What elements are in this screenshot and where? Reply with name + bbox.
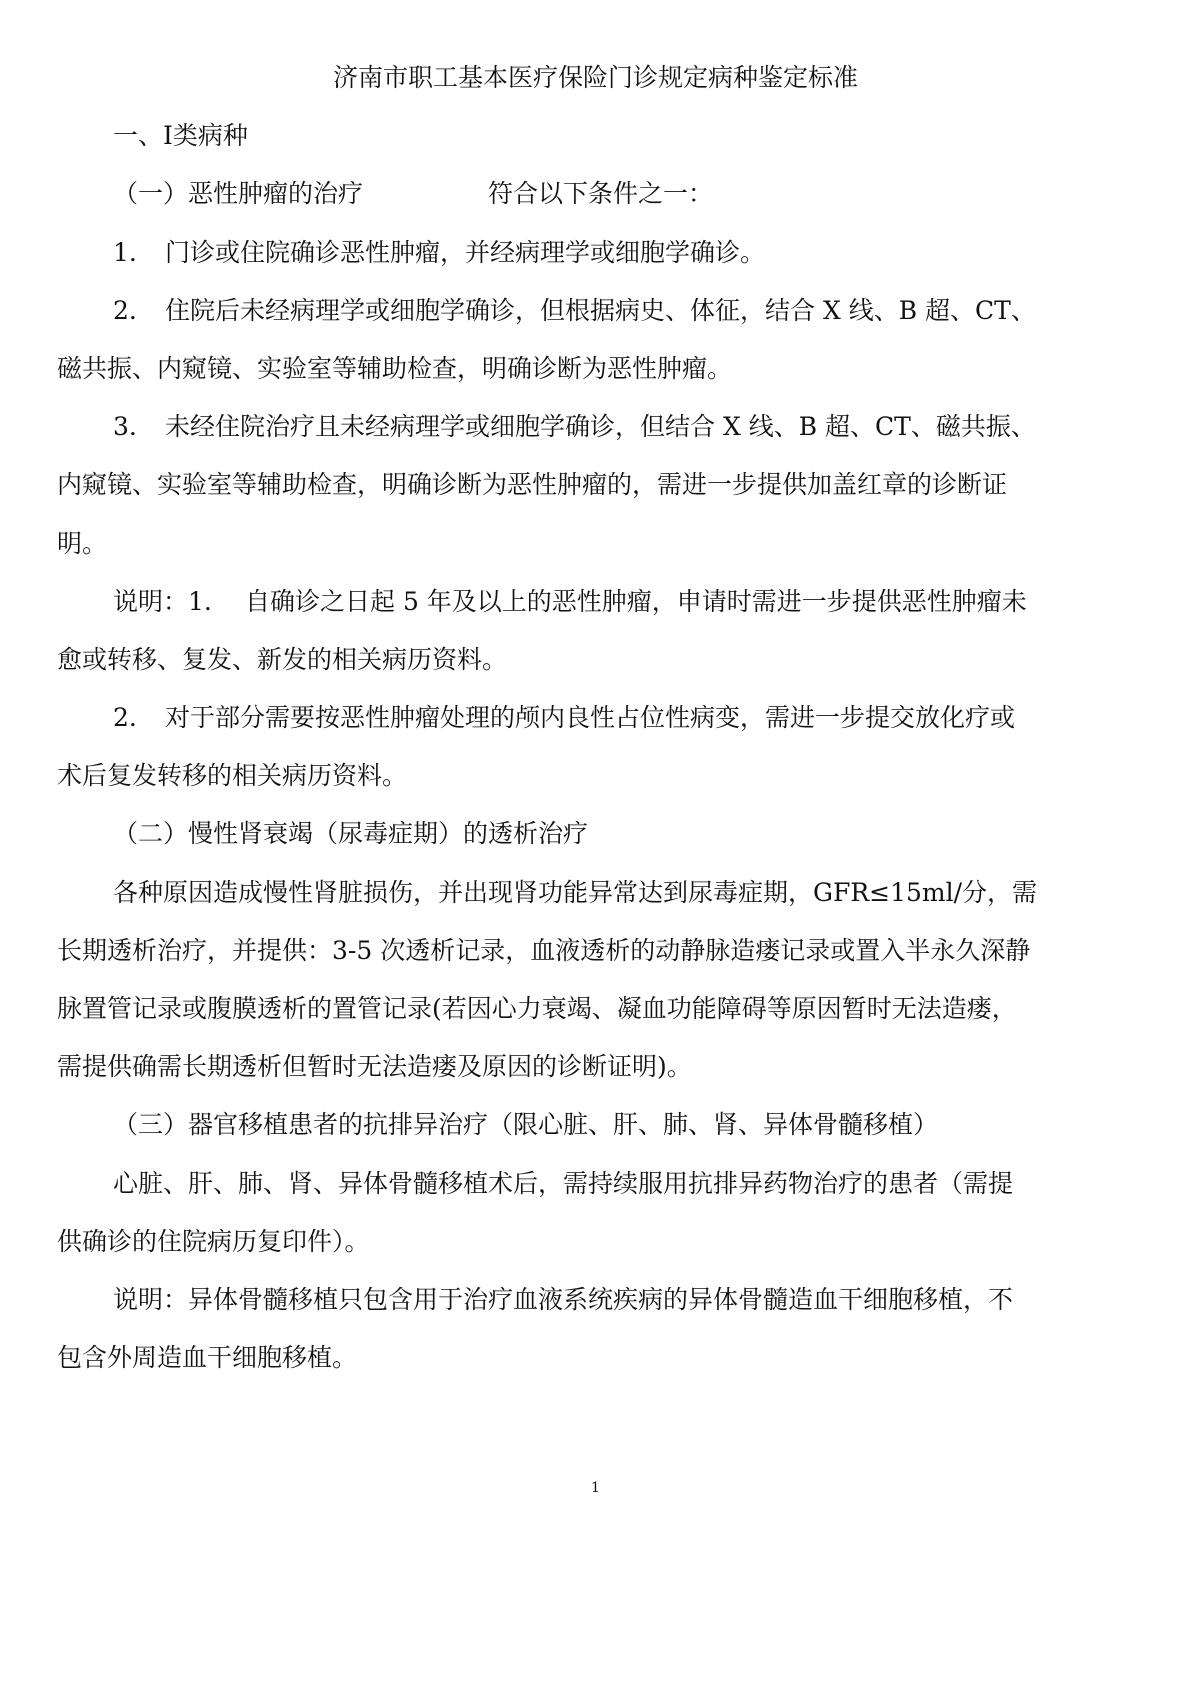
list-item: [0, 398, 1191, 456]
note-line: 说明：异体骨髓移植只包含用于治疗血液系统疾病的异体骨髓造血干细胞移植，不: [113, 1284, 1014, 1314]
list-item: [0, 282, 1191, 340]
text-line: 脉置管记录或腹膜透析的置管记录(若因心力衰竭、凝血功能障碍等原因暂时无法造瘘，: [57, 994, 1017, 1023]
text-line: 愈或转移、复发、新发的相关病历资料。: [57, 644, 508, 674]
note-label: 说明：1.: [113, 586, 212, 616]
subsection-heading: [0, 165, 1191, 223]
subsection-heading: （三）器官移植患者的抗排异治疗（限心脏、肝、肺、肾、异体骨髓移植）: [113, 1110, 939, 1140]
text-line: 供确诊的住院病历复印件）。: [57, 1226, 370, 1256]
text-line: 明。: [57, 528, 108, 558]
note-line: 包含外周造血干细胞移植。: [57, 1343, 358, 1373]
text-line: 磁共振、内窥镜、实验室等辅助检查，明确诊断为恶性肿瘤。: [57, 353, 733, 383]
text-line: 心脏、肝、肺、肾、异体骨髓移植术后，需持续服用抗排异药物治疗的患者（需提: [113, 1168, 1014, 1198]
page-number: 1: [591, 1480, 600, 1496]
item-number: 2.: [113, 703, 137, 733]
item-number: 1.: [113, 237, 137, 267]
text-line: 术后复发转移的相关病历资料。: [57, 761, 408, 791]
note-item: [0, 689, 1191, 747]
item-text: 住院后未经病理学或细胞学确诊，但根据病史、体征，结合 X 线、B 超、CT、: [165, 295, 1036, 325]
note-text: 自确诊之日起 5 年及以上的恶性肿瘤，申请时需进一步提供恶性肿瘤未: [245, 586, 1027, 616]
note-item: [0, 573, 1191, 631]
item-text: 门诊或住院确诊恶性肿瘤，并经病理学或细胞学确诊。: [165, 237, 766, 267]
text-line: 需提供确需长期透析但暂时无法造瘘及原因的诊断证明)。: [57, 1052, 692, 1082]
text-line: 内窥镜、实验室等辅助检查，明确诊断为恶性肿瘤的，需进一步提供加盖红章的诊断证: [57, 470, 1008, 500]
heading-condition: 符合以下条件之一：: [488, 179, 714, 209]
subsection-heading: （二）慢性肾衰竭（尿毒症期）的透析治疗: [113, 819, 589, 849]
note-text: 对于部分需要按恶性肿瘤处理的颅内良性占位性病变，需进一步提交放化疗或: [165, 703, 1016, 733]
item-text: 未经住院治疗且未经病理学或细胞学确诊，但结合 X 线、B 超、CT、磁共振、: [165, 412, 1036, 442]
list-item: [0, 224, 1191, 282]
item-number: 2.: [113, 295, 137, 325]
document-title: 济南市职工基本医疗保险门诊规定病种鉴定标准: [332, 63, 858, 92]
document-page: [0, 49, 1191, 1387]
item-number: 3.: [113, 412, 137, 442]
section-heading: 一、Ⅰ类病种: [113, 121, 248, 151]
text-line: 长期透析治疗，并提供：3-5 次透析记录，血液透析的动静脉造瘘记录或置入半永久深静: [57, 935, 1031, 965]
text-line: 各种原因造成慢性肾脏损伤，并出现肾功能异常达到尿毒症期，GFR≤15ml/分，需: [113, 877, 1038, 907]
heading-text: （一）恶性肿瘤的治疗: [113, 179, 364, 209]
